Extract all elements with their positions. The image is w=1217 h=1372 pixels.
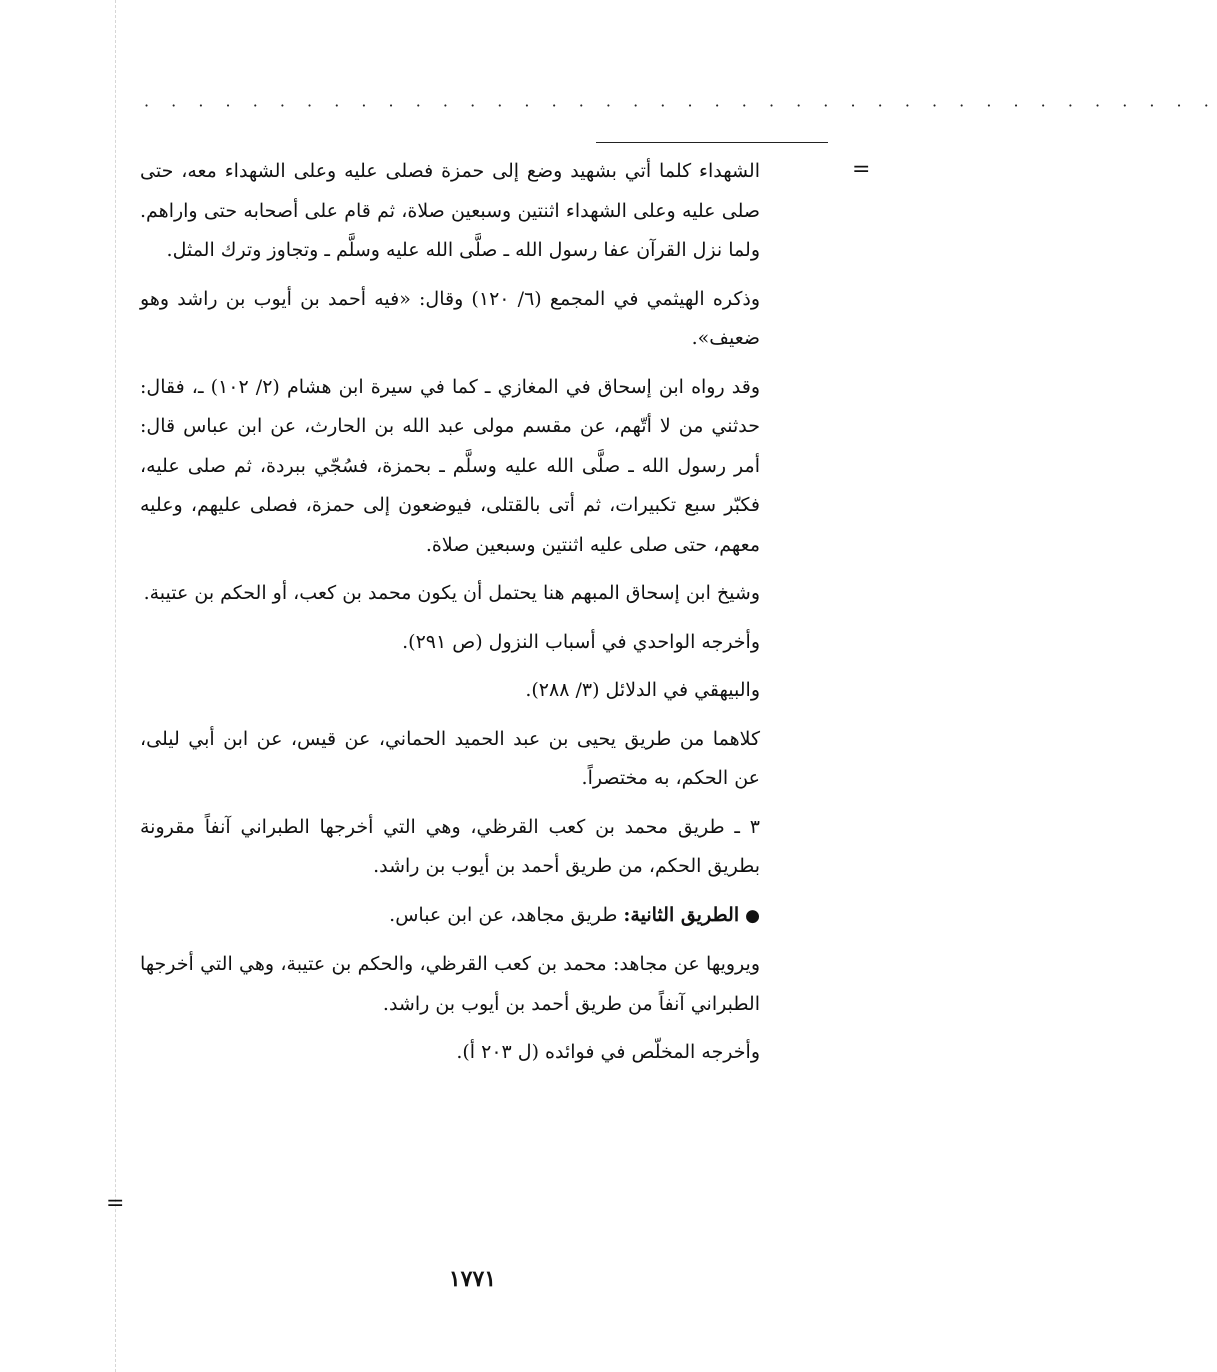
page-body (140, 152, 760, 1082)
bullet-heading: الطريق الثانية: (623, 903, 740, 926)
page-number: ١٧٧١ (448, 1266, 497, 1292)
paragraph-7: كلاهما من طريق يحيى بن عبد الحميد الحماني، عن قيس، عن ابن أبي ليلى، عن الحكم، به مختصراً. (140, 727, 760, 789)
paragraph-6: والبيهقي في الدلائل (٣/ ٢٨٨). (525, 679, 760, 701)
dotted-separator: · · · · · · · · · · · · · · · · · · · · · · · · · · · · · · · · · · · · · · · · (144, 96, 1217, 115)
bullet-text: طريق مجاهد، عن ابن عباس. (389, 903, 618, 926)
paragraph-5: وأخرجه الواحدي في أسباب النزول (ص ٢٩١). (402, 630, 760, 653)
paragraph-2: وذكره الهيثمي في المجمع (٦/ ١٢٠) وقال: «فيه أحمد بن أيوب بن راشد وهو ضعيف». (140, 287, 760, 349)
paragraph-9: ويرويها عن مجاهد: محمد بن كعب القرظي، والحكم بن عتيبة، وهي التي أخرجها الطبراني آنفاً من طريق أحمد بن أيوب بن راشد. (140, 953, 760, 1015)
continuation-mark-bottom: = (106, 1191, 125, 1216)
bullet-icon: ● (745, 905, 760, 926)
margin-guide-line (115, 0, 116, 1372)
continuation-mark-top: = (852, 157, 871, 182)
paragraph-3: وقد رواه ابن إسحاق في المغازي ـ كما في سيرة ابن هشام (٢/ ١٠٢) ـ، فقال: حدثني من لا أتّهم، عن مقسم مولى عبد الله بن الحارث، عن ابن عباس قال: أمر رسول الله ـ صلَّى الله عليه وسلَّم ـ بحمزة، فسُجّي ببردة، ثم صلى عليه، فكبّر سبع تكبيرات، ثم أتى بالقتلى، فيوضعون إلى حمزة، فصلى عليهم، وعليه معهم، حتى صلى عليه اثنتين وسبعين صلاة. (140, 375, 760, 556)
paragraph-10: وأخرجه المخلّص في فوائده (ل ٢٠٣ أ). (456, 1041, 760, 1063)
paragraph-4: وشيخ ابن إسحاق المبهم هنا يحتمل أن يكون محمد بن كعب، أو الحكم بن عتيبة. (143, 582, 760, 604)
paragraph-1: الشهداء كلما أتي بشهيد وضع إلى حمزة فصلى عليه وعلى الشهداء معه، حتى صلى عليه وعلى الشهداء اثنتين وسبعين صلاة، ثم قام على أصحابه حتى واراهم. ولما نزل القرآن عفا رسول الله ـ صلَّى الله عليه وسلَّم ـ وتجاوز وترك المثل. (140, 160, 760, 261)
paragraph-8: ٣ ـ طريق محمد بن كعب القرظي، وهي التي أخرجها الطبراني آنفاً مقرونة بطريق الحكم، من طريق أحمد بن أيوب بن راشد. (140, 815, 760, 877)
footnote-rule (596, 142, 828, 143)
bullet-paragraph (140, 896, 760, 937)
